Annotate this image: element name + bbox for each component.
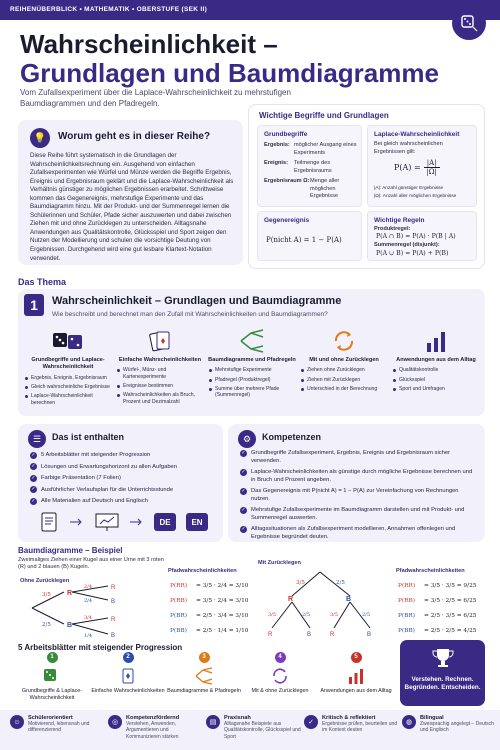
progression-step bbox=[12, 652, 92, 702]
svg-text:3/5: 3/5 bbox=[268, 612, 277, 618]
book-icon: ▤ bbox=[206, 715, 220, 729]
progression-step bbox=[88, 652, 168, 695]
svg-text:2/4: 2/4 bbox=[84, 598, 93, 604]
topic-item: Ziehen ohne Zurücklegen bbox=[300, 367, 388, 373]
feature-desc: Verstehen, Anwenden, Argumentieren und Kommunizieren stärken bbox=[126, 721, 179, 740]
produkt-label: Produktregel: bbox=[374, 226, 411, 232]
svg-text:B: B bbox=[111, 633, 116, 639]
progression-step bbox=[316, 652, 396, 695]
step-number: 4 bbox=[275, 652, 286, 663]
pfad-path: P(RR) bbox=[398, 582, 416, 589]
thema-card bbox=[18, 289, 485, 416]
included-heading: Das ist enthalten bbox=[52, 432, 125, 442]
feature-item bbox=[108, 715, 204, 740]
pfad-heading-ohne: Pfadwahrscheinlichkeiten bbox=[168, 568, 237, 574]
feature-title: Praxisnah bbox=[224, 715, 251, 721]
pfad-path: P(BR) bbox=[398, 612, 416, 619]
topic-card bbox=[392, 327, 480, 395]
terms-heading: Wichtige Begriffe und Grundlagen bbox=[259, 111, 389, 120]
competency-item: ✓ Grundbegriffe Zufallsexperiment, Ergebnis, Ereignis und Ergebnisraum sicher verwenden. bbox=[240, 450, 475, 465]
pfad-calc: = 2/5 · 1/4 = 1/10 bbox=[196, 627, 249, 634]
page-title-line2: Grundlagen und Baumdiagramme bbox=[20, 58, 439, 88]
progression-step bbox=[240, 652, 320, 695]
trophy-text: Verstehen. Rechnen. Begründen. Entscheiden. bbox=[404, 676, 481, 691]
term-text: Teilmenge des Ergebnisraums bbox=[294, 160, 332, 174]
intro-text: Vom Zufallsexperiment über die Laplace-Wahrscheinlichkeit zu mehrstufigen Baumdiagrammen und den Pfadregeln. bbox=[20, 88, 291, 108]
feature-item bbox=[206, 715, 302, 740]
pfad-table-ohne bbox=[170, 578, 248, 638]
page-title-line1: Wahrscheinlichkeit – bbox=[20, 29, 278, 59]
cards-icon bbox=[88, 666, 168, 686]
step-number: 1 bbox=[47, 652, 58, 663]
grundbegriffe-box bbox=[257, 125, 362, 207]
cycle-icon bbox=[300, 327, 388, 355]
svg-text:B: B bbox=[67, 622, 73, 629]
svg-text:2/5: 2/5 bbox=[336, 580, 345, 586]
svg-text:B: B bbox=[111, 599, 116, 605]
feature-title: Bilingual bbox=[420, 715, 444, 721]
tree-diagram-icon bbox=[164, 666, 244, 686]
lightbulb-icon: 💡 bbox=[30, 128, 50, 148]
step-number: 5 bbox=[351, 652, 362, 663]
svg-text:2/5: 2/5 bbox=[362, 612, 371, 618]
lang-badge-en: EN bbox=[186, 513, 208, 531]
topic-item: Sport und Umfragen bbox=[392, 386, 480, 392]
globe-icon: ◍ bbox=[402, 715, 416, 729]
pfad-calc: = 2/5 · 3/5 = 6/25 bbox=[424, 612, 477, 619]
tree-diagram-icon bbox=[208, 327, 296, 355]
feature-desc: Zweisprachig angelegt – Deutsch und Englisch bbox=[420, 721, 494, 734]
bar-chart-icon bbox=[316, 666, 396, 686]
grundbegriffe-heading: Grundbegriffe bbox=[264, 131, 308, 138]
svg-text:R: R bbox=[111, 585, 116, 591]
included-item: ✓ 5 Arbeitsblätter mit steigender Progression bbox=[30, 452, 218, 460]
topic-card bbox=[24, 327, 112, 409]
student-icon: ☺ bbox=[10, 715, 24, 729]
topic-item: Unterschied in der Berechnung bbox=[300, 386, 388, 392]
svg-text:3/4: 3/4 bbox=[84, 615, 93, 621]
laplace-note1: |A|: Anzahl günstiger Ergebnisse bbox=[374, 186, 444, 191]
svg-text:R: R bbox=[288, 596, 294, 603]
svg-text:B: B bbox=[367, 632, 372, 638]
step-number: 2 bbox=[123, 652, 134, 663]
thema-number: 1 bbox=[24, 294, 44, 316]
topic-card bbox=[116, 327, 204, 408]
baum-heading: Baumdiagramme – Beispiel bbox=[18, 546, 123, 555]
cycle-icon bbox=[240, 666, 320, 686]
topic-item: Ergebnis, Ereignis, Ergebnisraum bbox=[24, 375, 112, 381]
baum-description: Zweimaliges Ziehen einer Kugel aus einer Urne mit 3 roten (R) und 2 blauen (B) Kugeln. bbox=[18, 557, 164, 571]
topic-title: Anwendungen aus dem Alltag bbox=[396, 357, 476, 363]
question-body: Diese Reihe führt systematisch in die Grundlagen der Wahrscheinlichkeitsrechnung ein. Ausgehend von einfachen Zufallsexperimenten wie Würfel und Münze werden die Begriffe Ergebnis, Ereignis und Ergebnisraum geklärt und die Laplace-Wahrscheinlichkeit als Verhältnis günstiger zu möglichen Ergebnissen erarbeitet. Schrittweise kommen das Gegenereignis, mehrstufige Experimente und das Baumdiagramm hinzu. Mit der Produkt- und der Summenregel lernen die Schülerinnen und Schüler, Pfade sicher auszuwerten und dabei zwischen Ziehen mit und ohne Zurücklegen zu unterscheiden. Alltagsnahe Anwendungen aus Qualitätskontrolle, Glücksspiel und Sport zeigen den Nutzen der Modellierung und schulen die vorsichtige Deutung von Ergebnissen. Durchgehend wird eine gut lesbare Klartext-Notation verwendet. bbox=[30, 152, 234, 262]
svg-text:2/4: 2/4 bbox=[84, 584, 93, 590]
tree-diagram-mit bbox=[258, 568, 388, 640]
trophy-box bbox=[400, 640, 485, 706]
svg-text:B: B bbox=[307, 632, 312, 638]
gear-icon: ⚙ bbox=[238, 430, 256, 448]
topic-title: Einfache Wahrscheinlichkeiten bbox=[118, 357, 202, 363]
shield-icon: ✓ bbox=[304, 715, 318, 729]
laplace-box bbox=[367, 125, 477, 207]
svg-text:B: B bbox=[346, 596, 352, 603]
regeln-heading: Wichtige Regeln bbox=[374, 217, 425, 224]
step-label: Einfache Wahrscheinlichkeiten bbox=[91, 688, 165, 694]
lang-badge-de: DE bbox=[154, 513, 176, 531]
laplace-formula bbox=[394, 159, 440, 176]
feature-title: Kompetenzfördernd bbox=[126, 715, 180, 721]
gegenereignis-formula: P(nicht A) = 1 − P(A) bbox=[266, 236, 342, 244]
feature-item bbox=[10, 715, 106, 734]
step-label: Grundbegriffe & Laplace-Wahrscheinlichkeit bbox=[21, 688, 83, 701]
formula-left: P(A) = bbox=[394, 163, 421, 172]
svg-text:R: R bbox=[330, 632, 335, 638]
worksheet-icon bbox=[38, 512, 60, 532]
topic-item: Pfadregel (Produktregel) bbox=[208, 377, 296, 383]
topic-card bbox=[300, 327, 388, 395]
topic-item: Wahrscheinlichkeiten als Bruch, Prozent und Dezimalzahl bbox=[116, 392, 204, 405]
svg-text:R: R bbox=[67, 590, 73, 597]
produkt-formula: P(A ∩ B) = P(A) · P(B | A) bbox=[376, 233, 456, 240]
presentation-icon bbox=[94, 512, 120, 532]
term-label: Ereignis: bbox=[264, 160, 288, 167]
feature-desc: Alltagsnahe Beispiele aus Qualitätskontrolle, Glücksspiel und Sport bbox=[224, 721, 301, 740]
topic-title: Mit und ohne Zurücklegen bbox=[309, 357, 379, 363]
competencies-card bbox=[228, 424, 485, 542]
topic-item: Qualitätskontrolle bbox=[392, 367, 480, 373]
pfad-calc: = 3/5 · 2/4 = 3/10 bbox=[196, 582, 249, 589]
competency-item: ✓ Laplace-Wahrscheinlichkeiten als günstige durch mögliche Ergebnisse berechnen und in Bruch und Prozent angeben. bbox=[240, 469, 475, 484]
term-label: Ergebnis: bbox=[264, 142, 290, 148]
pfad-table-mit bbox=[398, 578, 476, 638]
gegenereignis-heading: Gegenereignis bbox=[264, 217, 310, 224]
topic-item: Summe über mehrere Pfade (Summenregel) bbox=[208, 386, 296, 399]
included-item: ✓ Farbige Präsentation (7 Folien) bbox=[30, 475, 218, 483]
feature-item bbox=[402, 715, 498, 734]
progression-heading: 5 Arbeitsblätter mit steigender Progression bbox=[18, 643, 183, 652]
dice-icon bbox=[12, 666, 92, 686]
pfad-path: P(BB) bbox=[398, 627, 415, 634]
term-text: Menge aller möglichen Ergebnisse bbox=[310, 178, 340, 200]
included-item: ✓ Alle Materialien auf Deutsch und Englisch bbox=[30, 498, 218, 506]
formula-numerator: |A| bbox=[426, 159, 437, 167]
svg-text:2/5: 2/5 bbox=[42, 622, 51, 628]
svg-text:3/5: 3/5 bbox=[42, 592, 51, 598]
series-label: REIHENÜBERBLICK • MATHEMATIK • OBERSTUFE (SEK II) bbox=[10, 6, 208, 13]
formula-denominator: |Ω| bbox=[426, 168, 437, 176]
terms-card bbox=[248, 104, 485, 269]
thema-subtitle: Wie beschreibt und berechnet man den Zufall mit Wahrscheinlichkeiten und Baumdiagrammen? bbox=[52, 311, 328, 318]
step-number: 3 bbox=[199, 652, 210, 663]
svg-text:2/5: 2/5 bbox=[302, 612, 311, 618]
topic-item: Ereignisse bestimmen bbox=[116, 383, 204, 389]
competency-item: ✓ Das Gegenereignis mit P(nicht A) = 1 − P(A) zur Vereinfachung von Rechnungen nutzen. bbox=[240, 488, 475, 503]
gegenereignis-box bbox=[257, 211, 362, 261]
svg-text:3/5: 3/5 bbox=[296, 580, 305, 586]
feature-desc: Ergebnisse prüfen, beurteilen und im Kontext deuten bbox=[322, 721, 398, 734]
feature-title: Schülerorientiert bbox=[28, 715, 73, 721]
laplace-heading: Laplace-Wahrscheinlichkeit bbox=[374, 131, 460, 138]
cards-icon bbox=[116, 327, 204, 355]
term-text: möglicher Ausgang eines Experiments bbox=[294, 142, 357, 156]
dice-icon bbox=[452, 6, 486, 40]
section-thema: Das Thema bbox=[18, 277, 67, 287]
pfad-path: P(RB) bbox=[170, 597, 188, 604]
svg-text:R: R bbox=[268, 632, 273, 638]
included-item: ✓ Ausführlicher Verlaufsplan für die Unterrichtsstunde bbox=[30, 487, 218, 495]
step-label: Anwendungen aus dem Alltag bbox=[320, 688, 392, 694]
progression-step bbox=[164, 652, 244, 695]
summen-formula: P(A ∪ B) = P(A) + P(B) bbox=[376, 250, 449, 257]
laplace-text: Bei gleich wahrscheinlichen Ergebnissen gilt: bbox=[374, 141, 443, 155]
question-card bbox=[18, 120, 243, 265]
step-label: Baumdiagramme & Pfadregeln bbox=[167, 688, 241, 694]
competencies-heading: Kompetenzen bbox=[262, 432, 322, 442]
regeln-box bbox=[367, 211, 477, 261]
dice-icon bbox=[24, 327, 112, 355]
pfad-path: P(BB) bbox=[170, 627, 187, 634]
pfad-calc: = 3/5 · 2/5 = 6/25 bbox=[424, 597, 477, 604]
pfad-heading-mit: Pfadwahrscheinlichkeiten bbox=[396, 568, 465, 574]
included-card bbox=[18, 424, 223, 542]
topic-item: Glücksspiel bbox=[392, 377, 480, 383]
trophy-icon bbox=[400, 647, 485, 674]
pfad-calc: = 2/5 · 3/4 = 3/10 bbox=[196, 612, 249, 619]
feature-title: Kritisch & reflektiert bbox=[322, 715, 376, 721]
topic-item: Mehrstufige Experimente bbox=[208, 367, 296, 373]
feature-item bbox=[304, 715, 400, 734]
bar-chart-icon bbox=[392, 327, 480, 355]
pfad-calc: = 3/5 · 2/4 = 3/10 bbox=[196, 597, 249, 604]
ohne-label: Ohne Zurücklegen bbox=[20, 578, 70, 584]
svg-text:R: R bbox=[111, 617, 116, 623]
pfad-path: P(RR) bbox=[170, 582, 188, 589]
pfad-calc: = 3/5 · 3/5 = 9/25 bbox=[424, 582, 477, 589]
topic-item: Gleich wahrscheinliche Ergebnisse bbox=[24, 384, 112, 390]
pfad-path: P(BR) bbox=[170, 612, 188, 619]
list-icon: ☰ bbox=[28, 430, 46, 448]
topic-card bbox=[208, 327, 296, 402]
competency-item: ✓ Alltagssituationen als Zufallsexperiment modellieren, Annahmen offenlegen und Ergebnisse begründet deuten. bbox=[240, 526, 475, 541]
question-heading: Worum geht es in dieser Reihe? bbox=[58, 131, 211, 142]
series-bar bbox=[0, 0, 500, 20]
topic-item: Würfel-, Münz- und Kartenexperimente bbox=[116, 367, 204, 380]
term-label: Ergebnisraum Ω: bbox=[264, 178, 310, 185]
mit-label: Mit Zurücklegen bbox=[258, 560, 301, 566]
pfad-path: P(RB) bbox=[398, 597, 416, 604]
topic-item: Ziehen mit Zurücklegen bbox=[300, 377, 388, 383]
tree-diagram-ohne bbox=[18, 584, 163, 642]
included-item: ✓ Lösungen und Erwartungshorizont zu allen Aufgaben bbox=[30, 464, 218, 472]
target-icon: ◎ bbox=[108, 715, 122, 729]
svg-text:3/5: 3/5 bbox=[330, 612, 339, 618]
thema-title: Wahrscheinlichkeit – Grundlagen und Baumdiagramme bbox=[52, 295, 342, 307]
topic-title: Grundbegriffe und Laplace-Wahrscheinlichkeit bbox=[31, 357, 105, 371]
topic-title: Baumdiagramme und Pfadregeln bbox=[208, 357, 296, 363]
feature-desc: Motivierend, lebensnah und differenzierend bbox=[28, 721, 90, 734]
pfad-calc: = 2/5 · 2/5 = 4/25 bbox=[424, 627, 477, 634]
summen-label: Summenregel (disjunkt): bbox=[374, 242, 440, 248]
svg-text:1/4: 1/4 bbox=[84, 633, 93, 639]
topic-item: Laplace-Wahrscheinlichkeit berechnen bbox=[24, 393, 112, 406]
footer-features bbox=[0, 710, 500, 750]
step-label: Mit & ohne Zurücklegen bbox=[251, 688, 309, 694]
competency-item: ✓ Mehrstufige Zufallsexperimente im Baumdiagramm darstellen und mit Produkt- und Summenregel auswerten. bbox=[240, 507, 475, 522]
laplace-note2: |Ω|: Anzahl aller möglichen Ergebnisse bbox=[374, 194, 457, 199]
